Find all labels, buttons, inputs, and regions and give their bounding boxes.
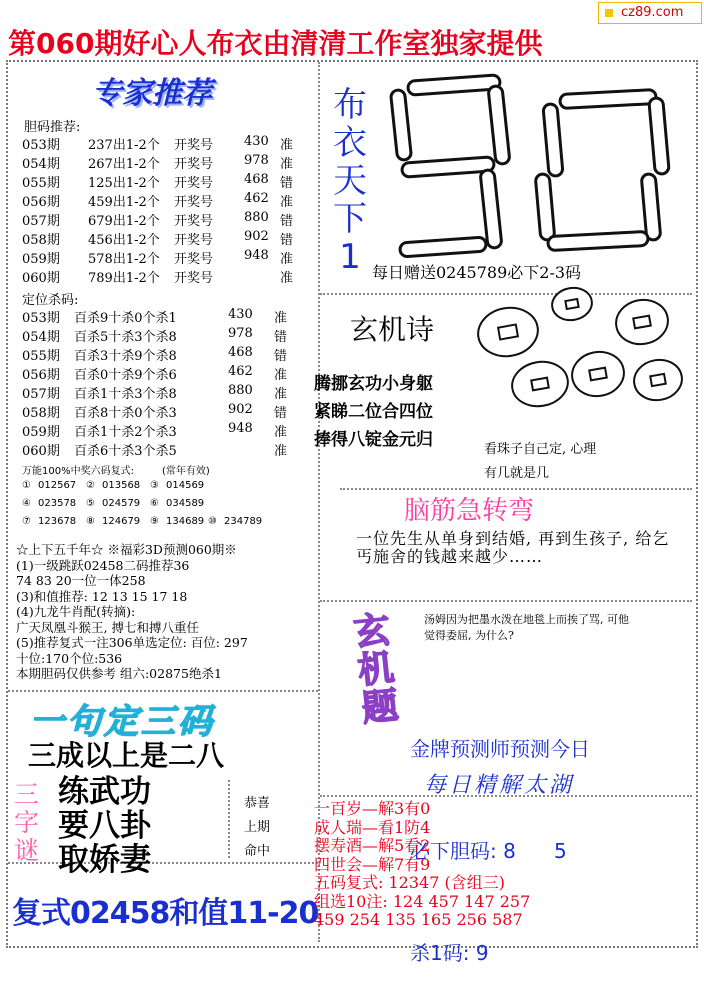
open-label: 开奖号 bbox=[174, 138, 214, 153]
issue: 054期 bbox=[22, 157, 60, 172]
fushi-text: 复式02458和值11-20 bbox=[12, 896, 319, 931]
coin-icon bbox=[550, 285, 595, 323]
issue: 055期 bbox=[22, 176, 60, 191]
combo-value: 012567 bbox=[38, 480, 77, 491]
combo-index: ⑩ bbox=[208, 516, 217, 527]
result: 准 bbox=[274, 425, 288, 440]
combo-value: 024579 bbox=[102, 498, 141, 509]
result: 准 bbox=[274, 444, 288, 459]
forecast-line: (5)推荐复式一注306单选定位: 百位: 297 bbox=[16, 635, 248, 650]
pick: 百杀9十杀0个杀1 bbox=[74, 311, 177, 326]
combo-index: ⑦ bbox=[22, 516, 31, 527]
buyi-vertical: 布 衣 天 下 1 bbox=[333, 85, 367, 277]
issue: 060期 bbox=[22, 444, 60, 459]
daily-gift: 每日赠送0245789必下2-3码 bbox=[372, 263, 582, 282]
combo-value: 014569 bbox=[166, 480, 205, 491]
taihu-line-1: 一百岁—解3有0 bbox=[314, 799, 431, 818]
riddle-1: 练武功 bbox=[58, 774, 151, 810]
open-label: 开奖号 bbox=[174, 252, 214, 267]
poem bbox=[314, 370, 433, 454]
digit-0 bbox=[535, 89, 669, 250]
taihu-line-6: 组选10注: 124 457 147 257 bbox=[314, 891, 531, 911]
forecast-line: 74 83 20一位一体258 bbox=[16, 573, 146, 588]
combo-index: ⑧ bbox=[86, 516, 95, 527]
big-number-90 bbox=[380, 70, 680, 260]
forecast-line: ☆上下五千年☆ ※福彩3D预测060期※ bbox=[16, 542, 237, 557]
riddle-3: 取娇妻 bbox=[58, 842, 151, 878]
issue: 057期 bbox=[22, 214, 60, 229]
page-title: 第060期好心人布衣由清清工作室独家提供 bbox=[8, 27, 543, 60]
pick: 百杀1十杀2个杀3 bbox=[74, 425, 177, 440]
combo-index: ⑤ bbox=[86, 498, 95, 509]
pick: 百杀8十杀0个杀3 bbox=[74, 406, 177, 421]
pick: 578出1-2个 bbox=[88, 252, 160, 267]
open-label: 开奖号 bbox=[174, 214, 214, 229]
open-label: 开奖号 bbox=[174, 157, 214, 172]
issue: 056期 bbox=[22, 368, 60, 383]
pick: 456出1-2个 bbox=[88, 233, 160, 248]
open-number: 880 bbox=[228, 383, 253, 398]
issue: 053期 bbox=[22, 138, 60, 153]
expert-heading: 专家推荐 bbox=[92, 76, 212, 111]
left-section-divider bbox=[8, 690, 318, 692]
forecast-line: (4)九龙牛肖配(转摘): bbox=[16, 604, 136, 619]
site-square-icon bbox=[605, 9, 613, 17]
open-number: 462 bbox=[228, 364, 253, 379]
pick: 789出1-2个 bbox=[88, 271, 160, 286]
gold-line-3: 杀1码: 9 bbox=[410, 941, 489, 965]
open-label: 开奖号 bbox=[174, 271, 214, 286]
result: 错 bbox=[274, 330, 288, 345]
xuanji-shi-heading: 玄机诗 bbox=[350, 313, 435, 346]
combo-index: ① bbox=[22, 480, 31, 491]
open-number: 430 bbox=[228, 307, 253, 322]
riddle-divider bbox=[228, 780, 230, 858]
forecast-line: 十位:170个位:536 bbox=[16, 650, 123, 666]
open-label: 开奖号 bbox=[174, 176, 214, 191]
result: 准 bbox=[280, 195, 294, 210]
congrats-list: 恭喜 上期 命中 bbox=[244, 796, 271, 859]
taihu-heading: 每日精解太湖 bbox=[424, 773, 575, 798]
result: 错 bbox=[274, 349, 288, 364]
open-number: 462 bbox=[244, 191, 269, 206]
issue: 054期 bbox=[22, 330, 60, 345]
pick: 百杀6十杀3个杀5 bbox=[74, 444, 177, 459]
taihu-line-2: 成人瑞—看1防4 bbox=[314, 817, 431, 837]
coin-icon bbox=[474, 303, 541, 361]
site-url: cz89.com bbox=[621, 5, 684, 20]
kill-label: 定位杀码: bbox=[22, 293, 79, 308]
pick: 125出1-2个 bbox=[88, 176, 160, 191]
issue: 056期 bbox=[22, 195, 60, 210]
pick: 267出1-2个 bbox=[88, 157, 160, 172]
issue: 060期 bbox=[22, 271, 60, 286]
pick: 百杀1十杀3个杀8 bbox=[74, 387, 177, 402]
wanneng-note: (常年有效) bbox=[162, 466, 210, 477]
combo-value: 234789 bbox=[224, 516, 263, 527]
issue: 053期 bbox=[22, 311, 60, 326]
issue: 058期 bbox=[22, 233, 60, 248]
taihu-list bbox=[314, 800, 530, 930]
open-number: 902 bbox=[244, 229, 269, 244]
result: 准 bbox=[280, 138, 294, 153]
pick: 679出1-2个 bbox=[88, 214, 160, 229]
coin-icon bbox=[631, 356, 685, 404]
combo-value: 134689 bbox=[166, 516, 205, 527]
right-divider-3 bbox=[320, 600, 692, 602]
coin-icon bbox=[613, 296, 672, 348]
coin-icon bbox=[569, 348, 628, 400]
forecast-line: 本期胆码仅供参考 组六:02875绝杀1 bbox=[16, 666, 222, 681]
result: 准 bbox=[280, 252, 294, 267]
result: 错 bbox=[280, 176, 294, 191]
issue: 055期 bbox=[22, 349, 60, 364]
open-label: 开奖号 bbox=[174, 195, 214, 210]
left-bottom-divider bbox=[8, 862, 318, 864]
combo-index: ② bbox=[86, 480, 95, 491]
combo-index: ③ bbox=[150, 480, 159, 491]
open-number: 430 bbox=[244, 134, 269, 149]
pick: 237出1-2个 bbox=[88, 138, 160, 153]
result: 准 bbox=[280, 157, 294, 172]
result: 错 bbox=[280, 214, 294, 229]
gold-line-2: 必下胆码: 8 5 bbox=[410, 839, 567, 863]
sanzi-label: 三 字 谜 bbox=[14, 780, 40, 865]
poem-line-3: 捧得八锭金元归 bbox=[314, 430, 433, 450]
open-number: 948 bbox=[244, 248, 269, 263]
pick: 百杀0十杀9个杀6 bbox=[74, 368, 177, 383]
yiju-text: 三成以上是二八 bbox=[28, 739, 225, 772]
taihu-line-4: 四世会—解7有9 bbox=[314, 854, 431, 874]
result: 准 bbox=[274, 311, 288, 326]
open-number: 468 bbox=[244, 172, 269, 187]
pick: 459出1-2个 bbox=[88, 195, 160, 210]
open-number: 880 bbox=[244, 210, 269, 225]
taihu-line-5: 五码复式: 12347 (含组三) bbox=[314, 873, 505, 892]
issue: 058期 bbox=[22, 406, 60, 421]
site-badge[interactable] bbox=[598, 2, 702, 24]
combo-index: ⑥ bbox=[150, 498, 159, 509]
dan-label: 胆码推荐: bbox=[24, 120, 81, 135]
riddle-2: 要八卦 bbox=[58, 808, 151, 844]
forecast-line: (1)一级跳跃02458二码推荐36 bbox=[16, 557, 190, 573]
open-label: 开奖号 bbox=[174, 233, 214, 248]
combo-index: ④ bbox=[22, 498, 31, 509]
brain-text: 一位先生从单身到结婚, 再到生孩子, 给乞丐施舍的钱越来越少…… bbox=[356, 529, 670, 566]
forecast-line: (3)和值推荐: 12 13 15 17 18 bbox=[16, 588, 188, 604]
bead-caption: 看珠子自己定, 心理 有几就是几 bbox=[484, 442, 597, 481]
open-number: 468 bbox=[228, 345, 253, 360]
forecast-line: 广天凤凰斗猴王, 搏七和搏八重任 bbox=[16, 619, 199, 635]
result: 准 bbox=[274, 368, 288, 383]
open-number: 978 bbox=[228, 326, 253, 341]
taihu-line-3: 摆寿酒—解5看2 bbox=[314, 836, 431, 855]
bead-coins bbox=[470, 282, 690, 442]
taihu-line-7: 459 254 135 165 256 587 bbox=[314, 910, 523, 929]
combo-value: 124679 bbox=[102, 516, 141, 527]
combo-value: 123678 bbox=[38, 516, 77, 527]
result: 错 bbox=[280, 233, 294, 248]
xuanji-ti-text: 汤姆因为把墨水泼在地毯上而挨了骂, 可他觉得委屈, 为什么? bbox=[424, 613, 629, 642]
combo-value: 013568 bbox=[102, 480, 141, 491]
combo-value: 023578 bbox=[38, 498, 77, 509]
poem-line-2: 紧睇二位合四位 bbox=[314, 402, 433, 422]
riddle-list bbox=[58, 775, 151, 877]
pick: 百杀3十杀9个杀8 bbox=[74, 349, 177, 364]
pick: 百杀5十杀3个杀8 bbox=[74, 330, 177, 345]
result: 错 bbox=[274, 406, 288, 421]
open-number: 978 bbox=[244, 153, 269, 168]
digit-9 bbox=[390, 75, 510, 257]
open-number: 902 bbox=[228, 402, 253, 417]
result: 准 bbox=[274, 387, 288, 402]
combo-value: 034589 bbox=[166, 498, 205, 509]
gold-line-1: 金牌预测师预测今日 bbox=[410, 737, 590, 761]
poem-line-1: 腾挪玄功小身躯 bbox=[314, 374, 433, 394]
issue: 059期 bbox=[22, 252, 60, 267]
brain-heading: 脑筋急转弯 bbox=[404, 496, 535, 526]
open-number: 948 bbox=[228, 421, 253, 436]
wanneng-label: 万能100%中奖六码复式: bbox=[22, 466, 134, 477]
combo-index: ⑨ bbox=[150, 516, 159, 527]
coin-icon bbox=[509, 357, 572, 410]
issue: 059期 bbox=[22, 425, 60, 440]
yiju-heading: 一句定三码 bbox=[30, 702, 215, 742]
issue: 057期 bbox=[22, 387, 60, 402]
xuanji-ti-label: 玄 机 题 bbox=[351, 608, 401, 730]
result: 准 bbox=[280, 271, 294, 286]
